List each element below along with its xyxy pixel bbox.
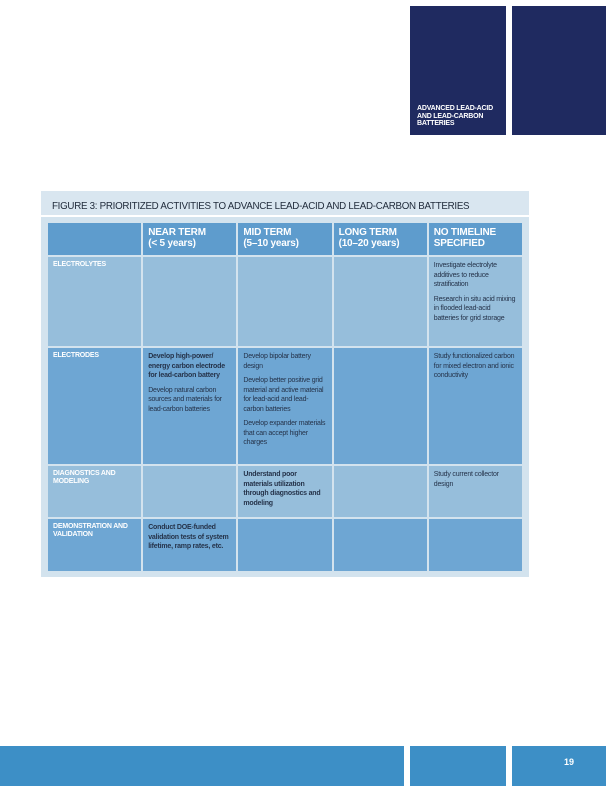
header-row: [48, 223, 522, 255]
cell: [238, 257, 331, 346]
figure-title: FIGURE 3: PRIORITIZED ACTIVITIES TO ADVANCE LEAD-ACID AND LEAD-CARBON BATTERIES: [52, 200, 470, 212]
col-header-long: LONG TERM (10–20 years): [334, 223, 427, 255]
table-row: [48, 466, 522, 517]
cell: Develop high-power/ energy carbon electrode for lead-carbon battery Develop natural carbon sources and materials for lead-carbon batteries: [143, 348, 236, 464]
cell: Develop bipolar battery design Develop better positive grid material and active material for lead-acid and lead-carbon batteries Develop expander materials that can accept higher charges: [238, 348, 331, 464]
col-header-mid: MID TERM (5–10 years): [238, 223, 331, 255]
figure-panel: [41, 191, 529, 577]
activities-table: [46, 221, 524, 573]
footer-bar-right: [512, 746, 606, 786]
section-label: ADVANCED LEAD-ACID AND LEAD-CARBON BATTERIES: [417, 105, 493, 127]
figure-title-band: [41, 191, 529, 217]
cell: Understand poor materials utilization through diagnostics and modeling: [238, 466, 331, 517]
cell: [429, 519, 522, 571]
footer-bar-middle: [410, 746, 506, 786]
row-label: DIAGNOSTICS AND MODELING: [48, 466, 141, 517]
footer-bar-left: [0, 746, 404, 786]
row-label: ELECTRODES: [48, 348, 141, 464]
col-header-near: NEAR TERM (< 5 years): [143, 223, 236, 255]
cell: [143, 257, 236, 346]
table-row: [48, 257, 522, 346]
row-label: DEMONSTRATION AND VALIDATION: [48, 519, 141, 571]
table-row: [48, 519, 522, 571]
table-row: [48, 348, 522, 464]
cell: Investigate electrolyte additives to reduce stratification Research in situ acid mixing in flooded lead-acid batteries for grid storage: [429, 257, 522, 346]
cell: Study current collector design: [429, 466, 522, 517]
row-label: ELECTROLYTES: [48, 257, 141, 346]
col-header-none: NO TIMELINE SPECIFIED: [429, 223, 522, 255]
header-block-right: [512, 6, 606, 135]
cell: [143, 466, 236, 517]
corner-cell: [48, 223, 141, 255]
cell: Study functionalized carbon for mixed electron and ionic conductivity: [429, 348, 522, 464]
cell: [334, 348, 427, 464]
cell: Conduct DOE-funded validation tests of system lifetime, ramp rates, etc.: [143, 519, 236, 571]
cell: [334, 519, 427, 571]
cell: [334, 466, 427, 517]
cell: [238, 519, 331, 571]
page-number: 19: [564, 757, 575, 767]
cell: [334, 257, 427, 346]
